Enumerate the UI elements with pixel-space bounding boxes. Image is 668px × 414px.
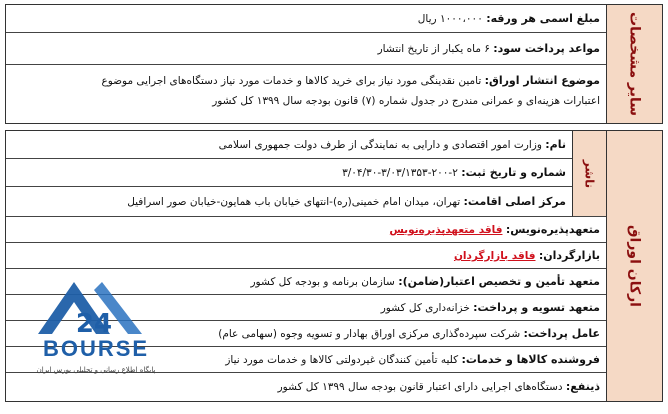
spec-row-payment-dates: مواعد پرداخت سود: ۶ ماه یکبار از تاریخ انتشار: [6, 33, 606, 65]
registration-value: ۲-۲۰۰-۳/۰۳/۱۳۵۳-۳/۰۴/۳۰: [342, 167, 458, 179]
beneficiary-value: دستگاه‌های اجرایی دارای اعتبار قانون بودجه سال ۱۳۹۹ کل کشور: [277, 381, 563, 393]
pillars-label: ارکان اوراق: [626, 225, 643, 307]
pillars-side-panel: [606, 131, 662, 401]
other-specs-label: سایر مشخصات: [626, 12, 643, 116]
logo-number: 24: [75, 309, 113, 339]
row-payment-agent: عامل پرداخت: شرکت سپرده‌گذاری مرکزی اوراق بهادار و تسویه وجوه (سهامی عام): [6, 321, 606, 347]
subject-value: تامین نقدینگی مورد نیاز برای خرید کالاها و خدمات مورد نیاز دستگاه‌های اجرایی موضوع: [101, 75, 482, 87]
seller-value: کلیه تأمین کنندگان غیردولتی کالاها و خدمات مورد نیاز: [225, 354, 459, 366]
publisher-label: ناشر: [582, 159, 597, 188]
nominal-value: ۱۰۰۰،۰۰۰ ریال: [417, 13, 483, 25]
guarantor-value: سازمان برنامه و بودجه کل کشور: [250, 276, 395, 288]
payment-dates-value: ۶ ماه یکبار از تاریخ انتشار: [377, 43, 490, 55]
other-specs-table: [5, 4, 663, 124]
publisher-side-panel: [572, 131, 606, 217]
bourse24-logo-icon: [16, 272, 176, 382]
other-specs-side-panel: [606, 5, 662, 123]
logo-subtitle: پایگاه اطلاع رسانی و تحلیلی بورس ایران: [36, 366, 156, 374]
subject-value-line2: اعتبارات هزینه‌ای و عمرانی مندرج در جدول شماره (۷) قانون بودجه سال ۱۳۹۹ کل کشور: [212, 95, 600, 107]
underwriter-value: فاقد متعهدپذیره‌نویس: [389, 224, 503, 236]
row-seller: فروشنده کالاها و خدمات: کلیه تأمین کنندگان غیردولتی کالاها و خدمات مورد نیاز: [6, 347, 606, 373]
row-settlement: متعهد تسویه و پرداخت: خزانه‌داری کل کشور: [6, 295, 606, 321]
logo-brand: BOURSE: [42, 336, 150, 361]
spec-row-subject: موضوع انتشار اوراق: تامین نقدینگی مورد نیاز برای خرید کالاها و خدمات مورد نیاز دستگاه‌های اجرایی موضوع اعتبارات هزینه‌ای و عمرانی مندرج در جدول شماره (۷) قانون بودجه سال ۱۳۹۹ کل کشور: [6, 65, 606, 123]
row-beneficiary: ذینفع: دستگاه‌های اجرایی دارای اعتبار قانون بودجه سال ۱۳۹۹ کل کشور: [277, 380, 600, 393]
address-value: تهران، میدان امام خمینی(ره)-انتهای خیابان باب همایون-خیابان صور اسرافیل: [127, 196, 461, 208]
payment-agent-value: شرکت سپرده‌گذاری مرکزی اوراق بهادار و تسویه وجوه (سهامی عام): [218, 328, 521, 340]
row-underwriter: متعهدپذیره‌نویس: فاقد متعهدپذیره‌نویس: [6, 217, 606, 243]
publisher-name-value: وزارت امور اقتصادی و دارایی به نمایندگی از طرف دولت جمهوری اسلامی: [218, 139, 542, 151]
row-market-maker: بازارگردان: فاقد بازارگردان: [6, 243, 606, 269]
spec-row-nominal: مبلغ اسمی هر ورقه: ۱۰۰۰،۰۰۰ ریال: [6, 5, 606, 33]
publisher-row-registration: شماره و تاریخ ثبت: ۲-۲۰۰-۳/۰۳/۱۳۵۳-۳/۰۴/۳۰: [6, 159, 572, 187]
publisher-row-address: مرکز اصلی اقامت: تهران، میدان امام خمینی(ره)-انتهای خیابان باب همایون-خیابان صور اسرافیل: [6, 187, 572, 217]
settlement-value: خزانه‌داری کل کشور: [380, 302, 470, 314]
publisher-row-name: نام: وزارت امور اقتصادی و دارایی به نمایندگی از طرف دولت جمهوری اسلامی: [6, 131, 572, 159]
row-guarantor: متعهد تأمین و تخصیص اعتبار(ضامن): سازمان برنامه و بودجه کل کشور: [6, 269, 606, 295]
bourse24-logo: [16, 272, 176, 382]
market-maker-value: فاقد بازارگردان: [453, 250, 536, 262]
